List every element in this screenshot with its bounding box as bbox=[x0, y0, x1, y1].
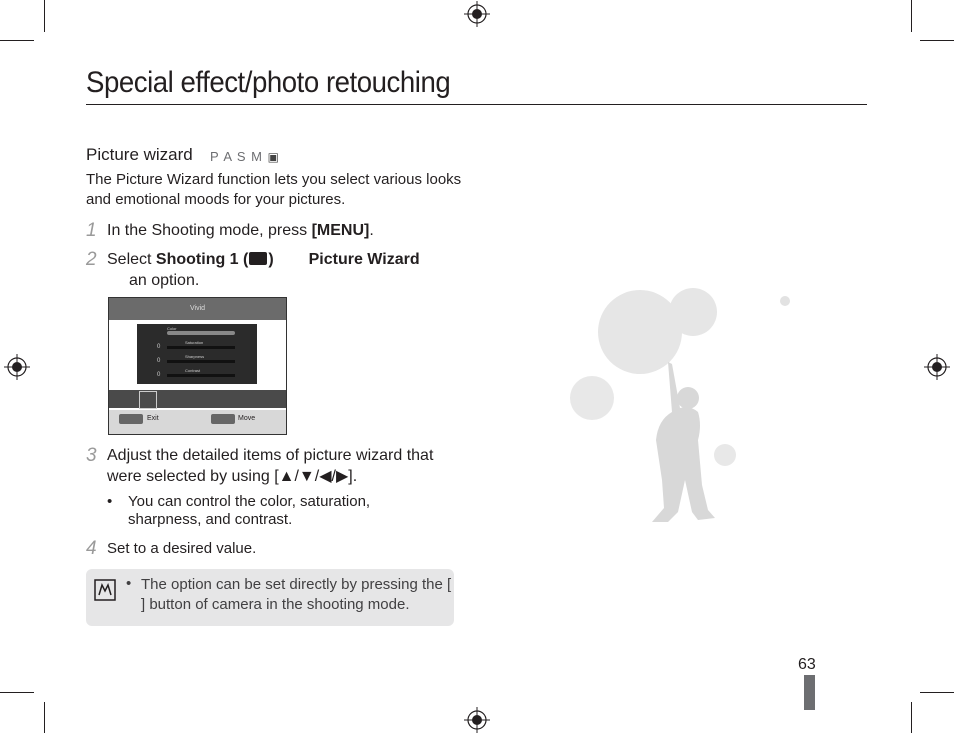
page-number: 63 bbox=[798, 656, 816, 673]
crop-mark bbox=[0, 40, 34, 41]
bullet-text: You can control the color, saturation, sharpness, and contrast. bbox=[128, 493, 371, 528]
camera-screen bbox=[108, 297, 287, 435]
title-divider bbox=[86, 104, 867, 105]
step-number: 4 bbox=[86, 538, 97, 559]
step-number: 1 bbox=[86, 220, 97, 241]
saturation-value: 0 bbox=[157, 344, 161, 350]
note-bullet: • bbox=[126, 575, 132, 592]
registration-mark-icon bbox=[924, 354, 950, 380]
step-2-line2: an option. bbox=[129, 272, 200, 289]
label-saturation: Saturation bbox=[185, 340, 204, 345]
bullet-dot: • bbox=[107, 493, 113, 510]
step-4: Set to a desired value. bbox=[107, 540, 257, 557]
color-slider bbox=[167, 331, 235, 335]
intro-text: The Picture Wizard function lets you select various looks and emotional moods for your pictures. bbox=[86, 171, 462, 208]
crop-mark bbox=[44, 702, 45, 733]
mode-icons bbox=[210, 149, 280, 164]
registration-mark-icon bbox=[464, 1, 490, 27]
step-3: Adjust the detailed items of picture wizard that were selected by using [▲/▼/◀/▶]. bbox=[107, 447, 434, 485]
camera-icon bbox=[249, 252, 267, 265]
screen-footer bbox=[109, 410, 286, 434]
saturation-slider bbox=[167, 346, 235, 349]
label-sharpness: Sharpness bbox=[185, 354, 205, 359]
step-number: 2 bbox=[86, 249, 97, 270]
picture-wizard-label: Picture Wizard bbox=[308, 251, 420, 268]
section-title: Picture wizard bbox=[86, 145, 193, 164]
menu-button-icon bbox=[119, 414, 143, 424]
contrast-value: 0 bbox=[157, 372, 161, 378]
settings-panel bbox=[137, 324, 257, 384]
exit-label: Exit bbox=[147, 415, 159, 422]
move-label: Move bbox=[238, 415, 256, 422]
selected-option bbox=[139, 391, 157, 409]
wizard-options-strip bbox=[109, 390, 286, 408]
shooting-1-label: Shooting 1 ( bbox=[155, 251, 249, 268]
crop-mark bbox=[920, 692, 954, 693]
sharpness-slider bbox=[167, 360, 235, 363]
step-2-paren: ) bbox=[268, 251, 274, 268]
screen-title: Vivid bbox=[109, 298, 286, 320]
step-1-text: In the Shooting mode, press bbox=[107, 222, 312, 239]
page-number-bar bbox=[804, 675, 815, 710]
crop-mark bbox=[911, 0, 912, 32]
crop-mark bbox=[911, 702, 912, 733]
registration-mark-icon bbox=[4, 354, 30, 380]
step-2 bbox=[107, 249, 467, 270]
label-color: Color bbox=[167, 326, 177, 331]
label-contrast: Contrast bbox=[185, 368, 201, 373]
step-number: 3 bbox=[86, 445, 97, 466]
crop-mark bbox=[0, 692, 34, 693]
sharpness-value: 0 bbox=[157, 358, 161, 364]
contrast-slider bbox=[167, 374, 235, 377]
step-1-end: . bbox=[369, 222, 374, 239]
note-text: The option can be set directly by pressing the [ ] button of camera in the shooting mode. bbox=[141, 576, 452, 613]
crop-mark bbox=[920, 40, 954, 41]
step-2-text: Select bbox=[107, 251, 156, 268]
step-1 bbox=[107, 220, 467, 241]
dpad-icon bbox=[211, 414, 235, 424]
note-icon bbox=[94, 579, 116, 601]
boy-pointing-illustration bbox=[560, 280, 810, 530]
crop-mark bbox=[44, 0, 45, 32]
menu-key: [MENU] bbox=[311, 222, 370, 239]
registration-mark-icon bbox=[464, 707, 490, 733]
bullet-item bbox=[107, 493, 407, 529]
mode-letters: P A S M bbox=[210, 149, 264, 164]
page-title: Special effect/photo retouching bbox=[86, 66, 451, 99]
movie-mode-icon: ▣ bbox=[267, 150, 280, 164]
